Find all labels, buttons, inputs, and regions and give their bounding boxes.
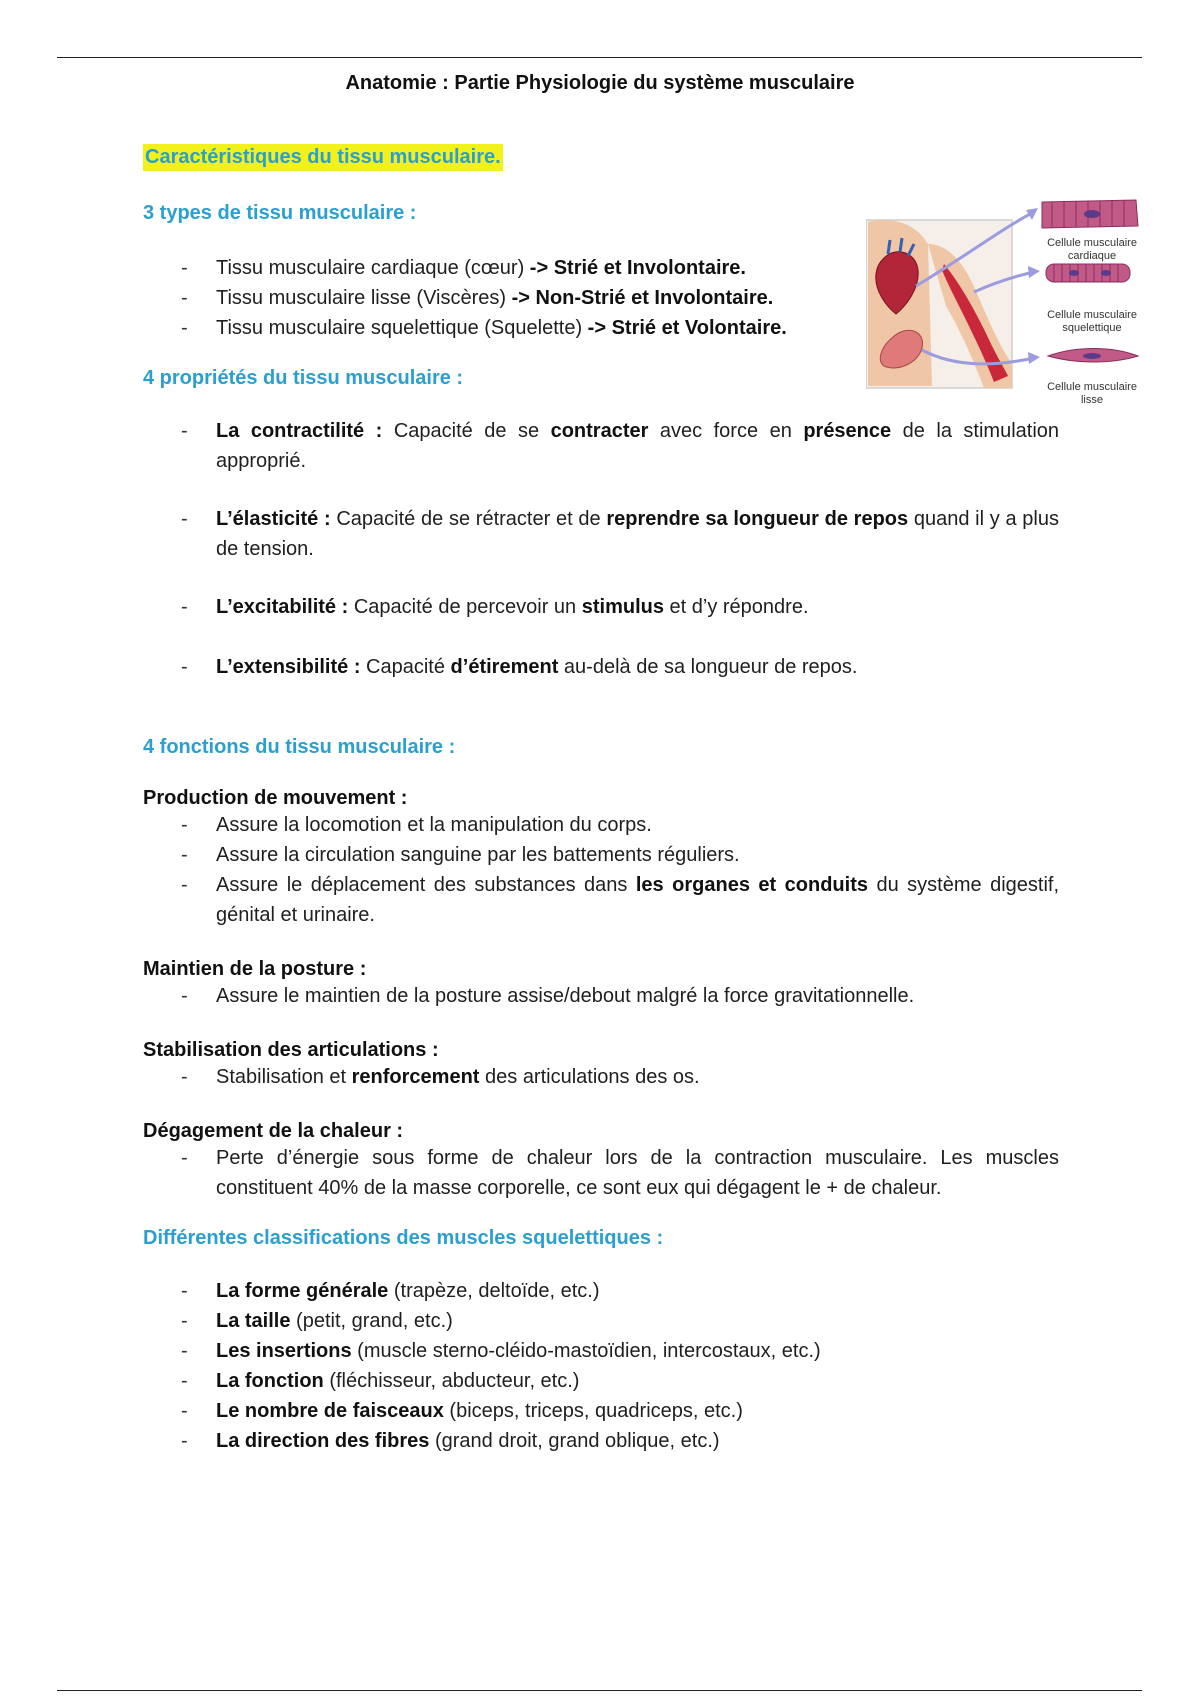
label-cardiac-line2: cardiaque [1067, 250, 1117, 262]
properties-heading: 4 propriétés du tissu musculaire : [143, 367, 464, 389]
types-heading: 3 types de tissu musculaire : [143, 202, 417, 224]
posture-list [143, 981, 1059, 1011]
heat-list [143, 1143, 1059, 1203]
types-list [143, 253, 883, 343]
list-item: - L’excitabilité : Capacité de percevoir un stimulus et d’y répondre. [143, 592, 1059, 622]
characteristics-heading-wrap [143, 144, 1059, 174]
document-body [143, 144, 1059, 1456]
posture-title: Maintien de la posture : [143, 958, 367, 980]
smooth-cell-image [1048, 349, 1138, 363]
list-item: - Assure la circulation sanguine par les battements réguliers. [143, 840, 1059, 870]
page-title: Anatomie : Partie Physiologie du système musculaire [345, 72, 855, 94]
list-item: - Tissu musculaire squelettique (Squelette) -> Strié et Volontaire. [143, 313, 883, 343]
list-item: - L’élasticité : Capacité de se rétracter et de reprendre sa longueur de repos quand il y a plus de tension. [143, 504, 1059, 564]
movement-list [143, 810, 1059, 930]
list-item: - L’extensibilité : Capacité d’étirement au-delà de sa longueur de repos. [143, 652, 1059, 682]
classifications-list [143, 1276, 1059, 1456]
bottom-rule [57, 1690, 1142, 1691]
heat-title: Dégagement de la chaleur : [143, 1120, 404, 1142]
list-item: - La fonction (fléchisseur, abducteur, etc.) [143, 1366, 1059, 1396]
joints-title: Stabilisation des articulations : [143, 1039, 439, 1061]
characteristics-heading: Caractéristiques du tissu musculaire. [143, 144, 503, 171]
list-item: - Tissu musculaire lisse (Viscères) -> Non-Strié et Involontaire. [143, 283, 883, 313]
top-rule [57, 57, 1142, 58]
list-item: - Assure le déplacement des substances dans les organes et conduits du système digestif, génital et urinaire. [143, 870, 1059, 930]
list-item: - La contractilité : Capacité de se contracter avec force en présence de la stimulation approprié. [143, 416, 1059, 476]
list-item: - Tissu musculaire cardiaque (cœur) -> Strié et Involontaire. [143, 253, 883, 283]
list-item: - Le nombre de faisceaux (biceps, triceps, quadriceps, etc.) [143, 1396, 1059, 1426]
list-item: - Perte d’énergie sous forme de chaleur lors de la contraction musculaire. Les muscles constituent 40% de la masse corporelle, ce sont eux qui dégagent le + de chaleur. [143, 1143, 1059, 1203]
label-smooth-line1: Cellule musculaire [1047, 381, 1137, 393]
label-cardiac-line1: Cellule musculaire [1047, 237, 1137, 249]
list-item: - Les insertions (muscle sterno-cléido-mastoïdien, intercostaux, etc.) [143, 1336, 1059, 1366]
properties-list [143, 416, 1059, 682]
list-item: - Assure la locomotion et la manipulation du corps. [143, 810, 1059, 840]
label-skeletal-line2: squelettique [1062, 322, 1122, 334]
list-item: - La direction des fibres (grand droit, grand oblique, etc.) [143, 1426, 1059, 1456]
movement-title: Production de mouvement : [143, 787, 408, 809]
classifications-heading: Différentes classifications des muscles squelettiques : [143, 1227, 664, 1249]
list-item: - La taille (petit, grand, etc.) [143, 1306, 1059, 1336]
list-item: - La forme générale (trapèze, deltoïde, etc.) [143, 1276, 1059, 1306]
joints-list [143, 1062, 1059, 1092]
label-smooth-line2: lisse [1080, 394, 1104, 406]
list-item: - Assure le maintien de la posture assise/debout malgré la force gravitationnelle. [143, 981, 1059, 1011]
label-skeletal-line1: Cellule musculaire [1047, 309, 1137, 321]
functions-heading: 4 fonctions du tissu musculaire : [143, 736, 456, 758]
list-item: - Stabilisation et renforcement des articulations des os. [143, 1062, 1059, 1092]
